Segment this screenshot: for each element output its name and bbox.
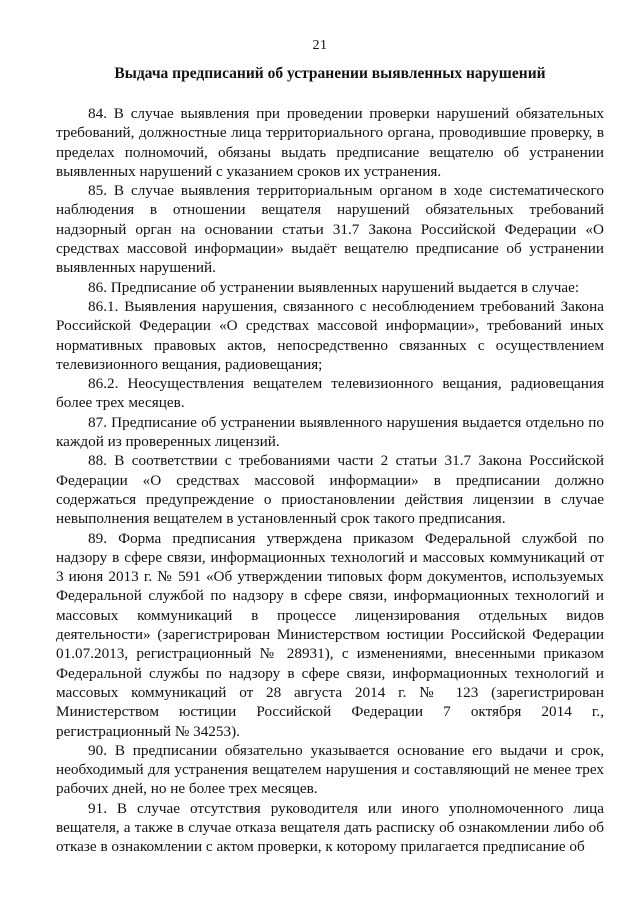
paragraph-86: 86. Предписание об устранении выявленных нарушений выдается в случае: — [88, 278, 580, 296]
paragraph-87: 87. Предписание об устранении выявленного нарушения выдается отдельно по каждой из проверенных лицензий. — [56, 413, 604, 451]
paragraph-89: 89. Форма предписания утверждена приказом Федеральной службой по надзору в сфере связи, информационных технологий и массовых коммуникаций от 3 июня 2013 г. № 591 «Об утверждении типовых форм документов, используемых Федеральной службой по надзору в сфере связи, информационных технологий и массовых коммуникаций в процессе лицензирования отдельных видов деятельности» (зарегистрирован Министерством юстиции Российской Федерации 01.07.2013, регистрационный № 28931), с изменениями, внесенными приказом Федеральной службы по надзору в сфере связи, информационных технологий и массовых коммуникаций от 28 августа 2014 г. № 123 (зарегистрирован Министерством юстиции Российской Федерации 7 октября 2014 г., регистрационный № 34253). — [56, 529, 604, 740]
paragraph-84: 84. В случае выявления при проведении проверки нарушений обязательных требований, должностные лица территориального органа, проводившие проверку, в пределах полномочий, обязаны выдать предписание вещателю об устранении выявленных нарушений с указанием сроков их устранения. — [56, 105, 604, 180]
section-title: Выдача предписаний об устранении выявленных нарушений — [114, 65, 546, 82]
paragraph-85: 85. В случае выявления территориальным органом в ходе систематического наблюдения в отношении вещателя нарушений обязательных требований надзорный орган на основании статьи 31.7 Закона Российской Федерации «О средствах массовой информации» выдаёт вещателю предписание об устранении выявленных нарушений. — [56, 182, 604, 277]
paragraph-86-2: 86.2. Неосуществления вещателем телевизионного вещания, радиовещания более трех месяцев. — [56, 375, 604, 412]
paragraph-90: 90. В предписании обязательно указывается основание его выдачи и срок, необходимый для устранения вещателем нарушения и составляющий не менее трех рабочих дней, но не более трех месяцев. — [56, 741, 604, 798]
paragraph-88: 88. В соответствии с требованиями части 2 статьи 31.7 Закона Российской Федерации «О средствах массовой информации» в предписании должно содержаться предупреждение о приостановлении действия лицензии в случае невыполнения вещателем в установленный срок такого предписания. — [56, 452, 604, 528]
body-text — [56, 104, 604, 857]
paragraph-91: 91. В случае отсутствия руководителя или иного уполномоченного лица вещателя, а также в случае отказа вещателя дать расписку об ознакомлении либо об отказе в ознакомлении с актом проверки, к которому прилагается предписание об — [56, 799, 604, 856]
paragraph-86-1: 86.1. Выявления нарушения, связанного с несоблюдением требований Закона Российской Федерации «О средствах массовой информации», требований иных нормативных правовых актов, непосредственно связанных с осуществлением телевизионного вещания, радиовещания; — [56, 297, 604, 373]
page-number: 21 — [312, 38, 328, 53]
